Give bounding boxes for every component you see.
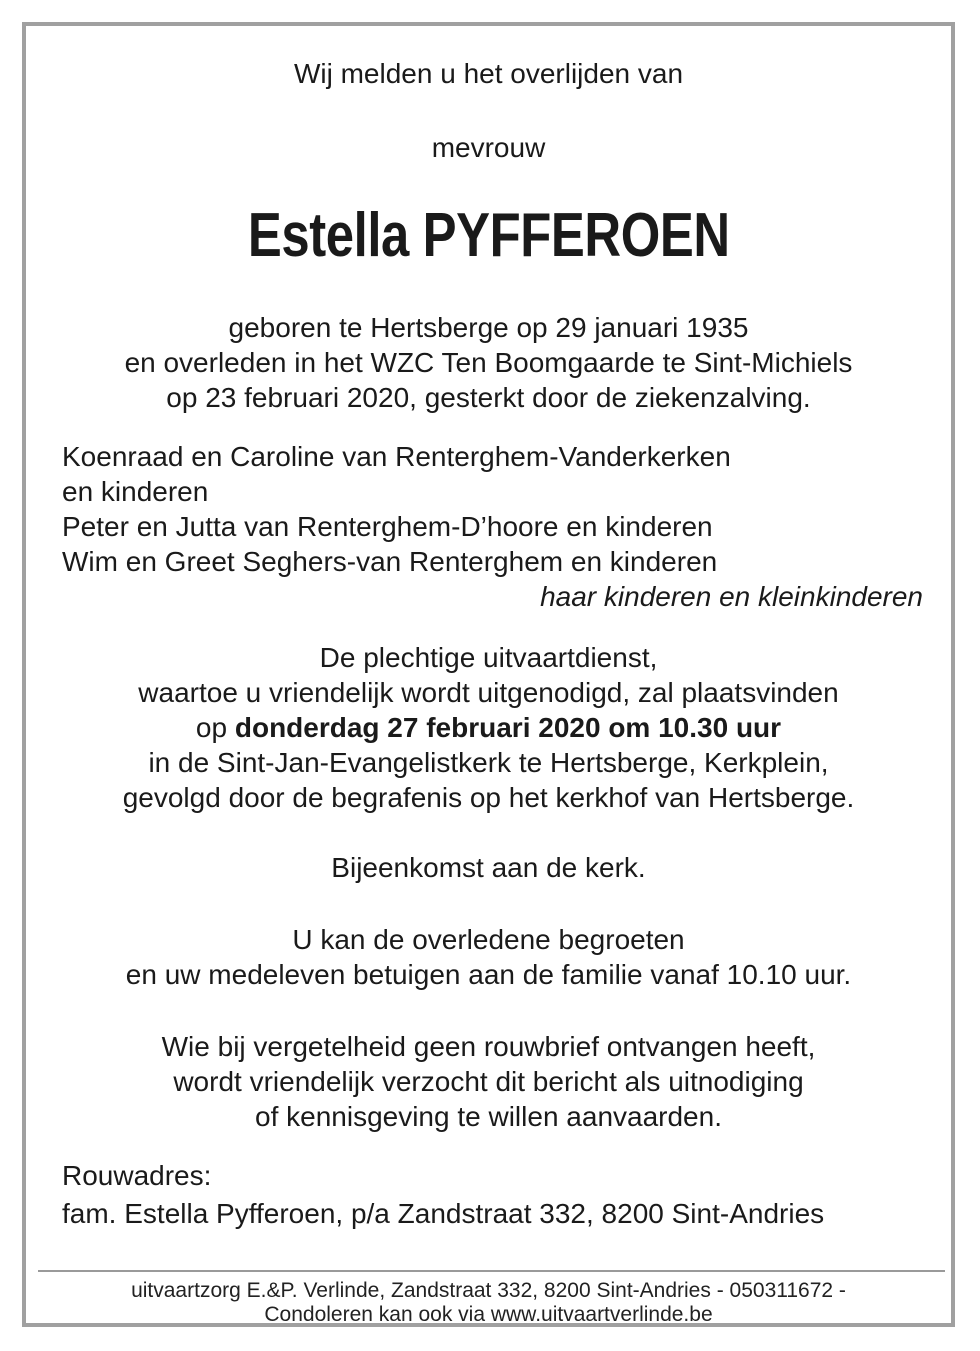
footer-divider <box>38 1270 945 1272</box>
notice-line: Wie bij vergetelheid geen rouwbrief ontvangen heeft, <box>161 1031 816 1062</box>
gathering-line: Bijeenkomst aan de kerk. <box>331 852 646 883</box>
service-date-prefix: op <box>195 712 235 743</box>
condolence-line: en uw medeleven betuigen aan de familie vanaf 10.10 uur. <box>125 959 852 990</box>
service-line: in de Sint-Jan-Evangelistkerk te Hertsberge, Kerkplein, <box>148 747 829 778</box>
family-line: Peter en Jutta van Renterghem-D’hoore en kinderen <box>62 511 713 542</box>
intro-line: Wij melden u het overlijden van <box>293 58 684 89</box>
deceased-name: Estella PYFFEROEN <box>247 201 730 270</box>
family-line: Koenraad en Caroline van Renterghem-Vanderkerken <box>62 441 731 472</box>
family-role: haar kinderen en kleinkinderen <box>540 581 923 612</box>
family-line: en kinderen <box>62 476 209 507</box>
service-line: De plechtige uitvaartdienst, <box>319 642 658 673</box>
announcement-frame <box>22 22 955 1327</box>
notice-line: wordt vriendelijk verzocht dit bericht als uitnodiging <box>173 1066 804 1097</box>
family-line: Wim en Greet Seghers-van Renterghem en kinderen <box>62 546 718 577</box>
funeral-home-line: uitvaartzorg E.&P. Verlinde, Zandstraat 332, 8200 Sint-Andries - 050311672 - <box>131 1279 846 1302</box>
birth-line: geboren te Hertsberge op 29 januari 1935 <box>228 312 749 343</box>
death-place-line: en overleden in het WZC Ten Boomgaarde te Sint-Michiels <box>124 347 853 378</box>
service-date: donderdag 27 februari 2020 om 10.30 uur <box>234 712 782 743</box>
service-line: waartoe u vriendelijk wordt uitgenodigd, zal plaatsvinden <box>138 677 839 708</box>
death-date-line: op 23 februari 2020, gesterkt door de ziekenzalving. <box>166 382 811 413</box>
notice-line: of kennisgeving te willen aanvaarden. <box>255 1101 722 1132</box>
title-word: mevrouw <box>431 132 546 163</box>
service-line: gevolgd door de begrafenis op het kerkhof van Hertsberge. <box>122 782 855 813</box>
address-label: Rouwadres: <box>62 1160 212 1191</box>
service-date-line <box>26 710 951 745</box>
condolence-line: U kan de overledene begroeten <box>292 924 685 955</box>
condolence-website-line: Condoleren kan ook via www.uitvaartverlinde.be <box>264 1303 713 1326</box>
mourning-address: fam. Estella Pyfferoen, p/a Zandstraat 332, 8200 Sint-Andries <box>62 1198 825 1229</box>
deceased-name-wrap <box>26 196 951 276</box>
